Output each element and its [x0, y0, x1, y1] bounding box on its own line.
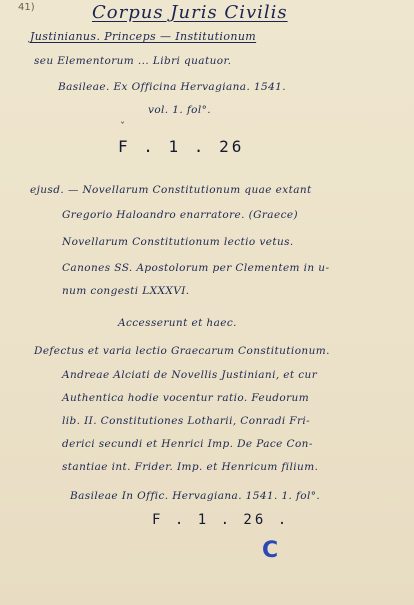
entry2-line8: Andreae Alciati de Novellis Justiniani, et cur — [62, 369, 318, 381]
corner-mark: 41) — [18, 2, 35, 13]
entry2-call-number: F . 1 . 26 . — [152, 512, 290, 528]
entry2-line12: stantiae int. Frider. Imp. et Henricum filium. — [62, 461, 319, 473]
entry2-line11: derici secundi et Henrici Imp. De Pace Con- — [62, 438, 313, 450]
entry1-call-number: F . 1 . 26 — [118, 137, 245, 156]
entry2-line13: Basileae In Offic. Hervagiana. 1541. 1. fol°. — [70, 490, 321, 502]
card-title: Corpus Juris Civilis — [92, 2, 288, 23]
library-stamp-letter: C — [262, 538, 279, 563]
entry1-line1: Justinianus. Princeps — Institutionum — [30, 30, 257, 43]
entry2-line1: ejusd. — Novellarum Constitutionum quae extant — [30, 184, 312, 196]
entry1-line2: seu Elementorum ... Libri quatuor. — [34, 55, 232, 67]
entry2-line7: Defectus et varia lectio Graecarum Constitutionum. — [34, 345, 330, 357]
entry2-line5: num congesti LXXXVI. — [62, 285, 190, 297]
entry2-line3: Novellarum Constitutionum lectio vetus. — [62, 236, 294, 248]
entry2-line6: Accesserunt et haec. — [118, 317, 237, 329]
entry1-line4: vol. 1. fol°. — [148, 104, 211, 116]
entry2-line9: Authentica hodie vocentur ratio. Feudorum — [62, 392, 310, 404]
entry2-line10: lib. II. Constitutiones Lotharii, Conradi Fri- — [62, 415, 311, 427]
entry2-line4: Canones SS. Apostolorum per Clementem in u- — [62, 262, 330, 274]
check-mark-icon: ˇ — [120, 122, 125, 133]
entry2-line2: Gregorio Haloandro enarratore. (Graece) — [62, 209, 298, 221]
entry1-line3: Basileae. Ex Officina Hervagiana. 1541. — [58, 81, 286, 93]
